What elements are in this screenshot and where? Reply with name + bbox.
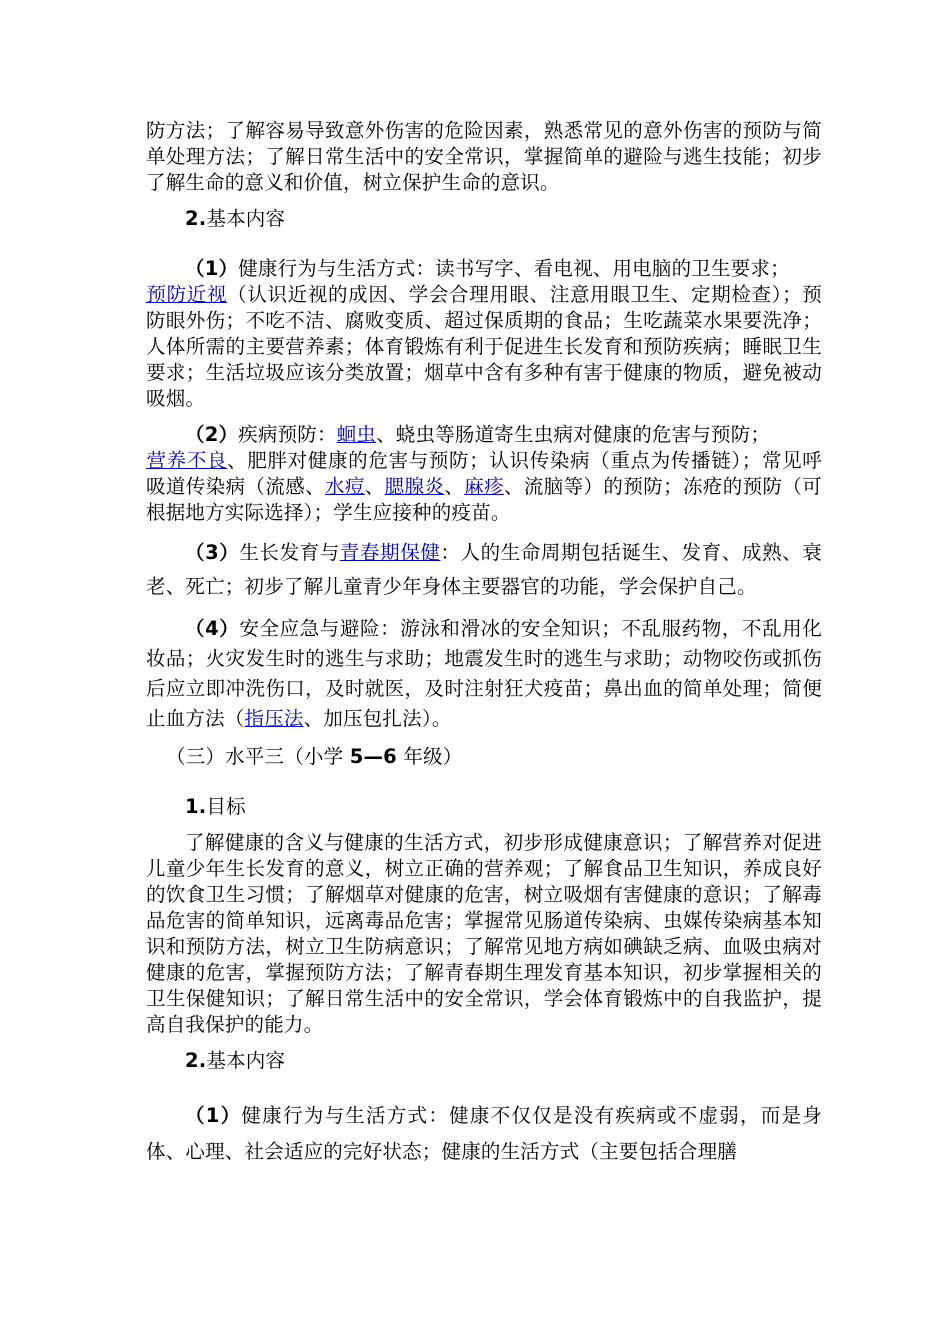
intro-paragraph: 防方法；了解容易导致意外伤害的危险因素，熟悉常见的意外伤害的预防与简单处理方法；了解日常生活中的安全常识，掌握简单的避险与逃生技能；初步了解生命的意义和价值，树立保护生命的意识。 [146, 119, 822, 194]
paragraph-health-behavior [146, 256, 822, 412]
paragraph-disease-prevention [146, 422, 822, 526]
section-heading-basic-content-2 [185, 1048, 822, 1074]
paragraph-health-behavior-2 [146, 1098, 822, 1170]
item-number: （4） [185, 617, 240, 640]
level-heading-prefix: （三）水平三（小学 [166, 745, 350, 768]
section-title: 基本内容 [206, 1049, 286, 1072]
item-body-text: （认识近视的成因、学会合理用眼、注意用眼卫生、定期检查）；预防眼外伤；不吃不洁、腐败变质、超过保质期的食品；生吃蔬菜水果要洗净；人体所需的主要营养素；体育锻炼有利于促进生长发育和预防疾病；睡眠卫生要求；生活垃圾应该分类放置；烟草中含有多种有害于健康的物质，避免被动吸烟。 [146, 283, 822, 410]
item-lead-text: 疾病预防： [238, 423, 337, 446]
link-pressure-method[interactable]: 指压法 [244, 707, 304, 730]
level-three-heading [166, 744, 822, 770]
item-number: （3） [185, 541, 240, 564]
section-title: 目标 [206, 795, 246, 818]
section-number: 2. [185, 207, 207, 230]
item-lead-text: 健康行为与生活方式：读书写字、看电视、用电脑的卫生要求； [238, 257, 790, 280]
item-body-text: 、 [364, 475, 385, 498]
item-body-text: 、流脑等）的预防；冻疮的预防（可根据地方实际选择）；学生应接种的疫苗。 [146, 475, 822, 524]
item-body-text: 安全应急与避险：游泳和滑冰的安全知识；不乱服药物，不乱用化妆品；火灾发生时的逃生与求助；地震发生时的逃生与求助；动物咬伤或抓伤后应立即冲洗伤口，及时就医，及时注射狂犬疫苗；鼻出血的简单处理；简便止血方法（ [146, 617, 822, 730]
section-heading-basic-content [185, 206, 822, 232]
goals-paragraph: 了解健康的含义与健康的生活方式，初步形成健康意识；了解营养对促进儿童少年生长发育的意义，树立正确的营养观；了解食品卫生知识，养成良好的饮食卫生习惯；了解烟草对健康的危害，树立吸烟有害健康的意识；了解毒品危害的简单知识，远离毒品危害；掌握常见肠道传染病、虫媒传染病基本知识和预防方法，树立卫生防病意识；了解常见地方病如碘缺乏病、血吸虫病对健康的危害，掌握预防方法；了解青春期生理发育基本知识，初步掌握相关的卫生保健知识；了解日常生活中的安全常识，学会体育锻炼中的自我监护，提高自我保护的能力。 [146, 831, 822, 1036]
link-adolescent-health[interactable]: 青春期保健 [339, 541, 441, 564]
level-heading-suffix: 年级） [396, 745, 463, 768]
item-body-text: 、蛲虫等肠道寄生虫病对健康的危害与预防； [376, 423, 771, 446]
link-malnutrition[interactable]: 营养不良 [146, 449, 228, 472]
link-chickenpox[interactable]: 水痘 [324, 475, 365, 498]
section-title: 基本内容 [206, 207, 286, 230]
item-body-text: 健康行为与生活方式：健康不仅仅是没有疾病或不虚弱，而是身体、心理、社会适应的完好状态；健康的生活方式（主要包括合理膳 [146, 1104, 822, 1163]
item-number: （1） [185, 257, 239, 280]
section-number: 2. [185, 1049, 207, 1072]
item-body-text: 、加压包扎法）。 [303, 707, 452, 730]
link-measles[interactable]: 麻疹 [464, 475, 504, 498]
section-heading-goals [185, 794, 822, 820]
paragraph-safety-emergency [146, 614, 822, 734]
link-prevent-myopia[interactable]: 预防近视 [146, 283, 228, 306]
item-body-text: 、 [444, 475, 465, 498]
item-body-text: 、肥胖对健康的危害与预防；认识传染病（重点为传播链）；常见呼吸道传染病（流感、 [146, 449, 822, 498]
document-page [146, 118, 822, 1170]
link-roundworm[interactable]: 蛔虫 [336, 423, 377, 446]
link-mumps[interactable]: 腮腺炎 [384, 475, 445, 498]
item-number: （2） [185, 423, 239, 446]
paragraph-growth-development [146, 536, 822, 604]
item-body-text: ：人的生命周期包括诞生、发育、成熟、衰老、死亡；初步了解儿童青少年身体主要器官的功能，学会保护自己。 [146, 541, 822, 598]
item-lead-text: 生长发育与 [239, 541, 340, 564]
grade-range: 5—6 [349, 745, 397, 768]
item-number: （1） [185, 1104, 242, 1127]
section-number: 1. [185, 795, 207, 818]
